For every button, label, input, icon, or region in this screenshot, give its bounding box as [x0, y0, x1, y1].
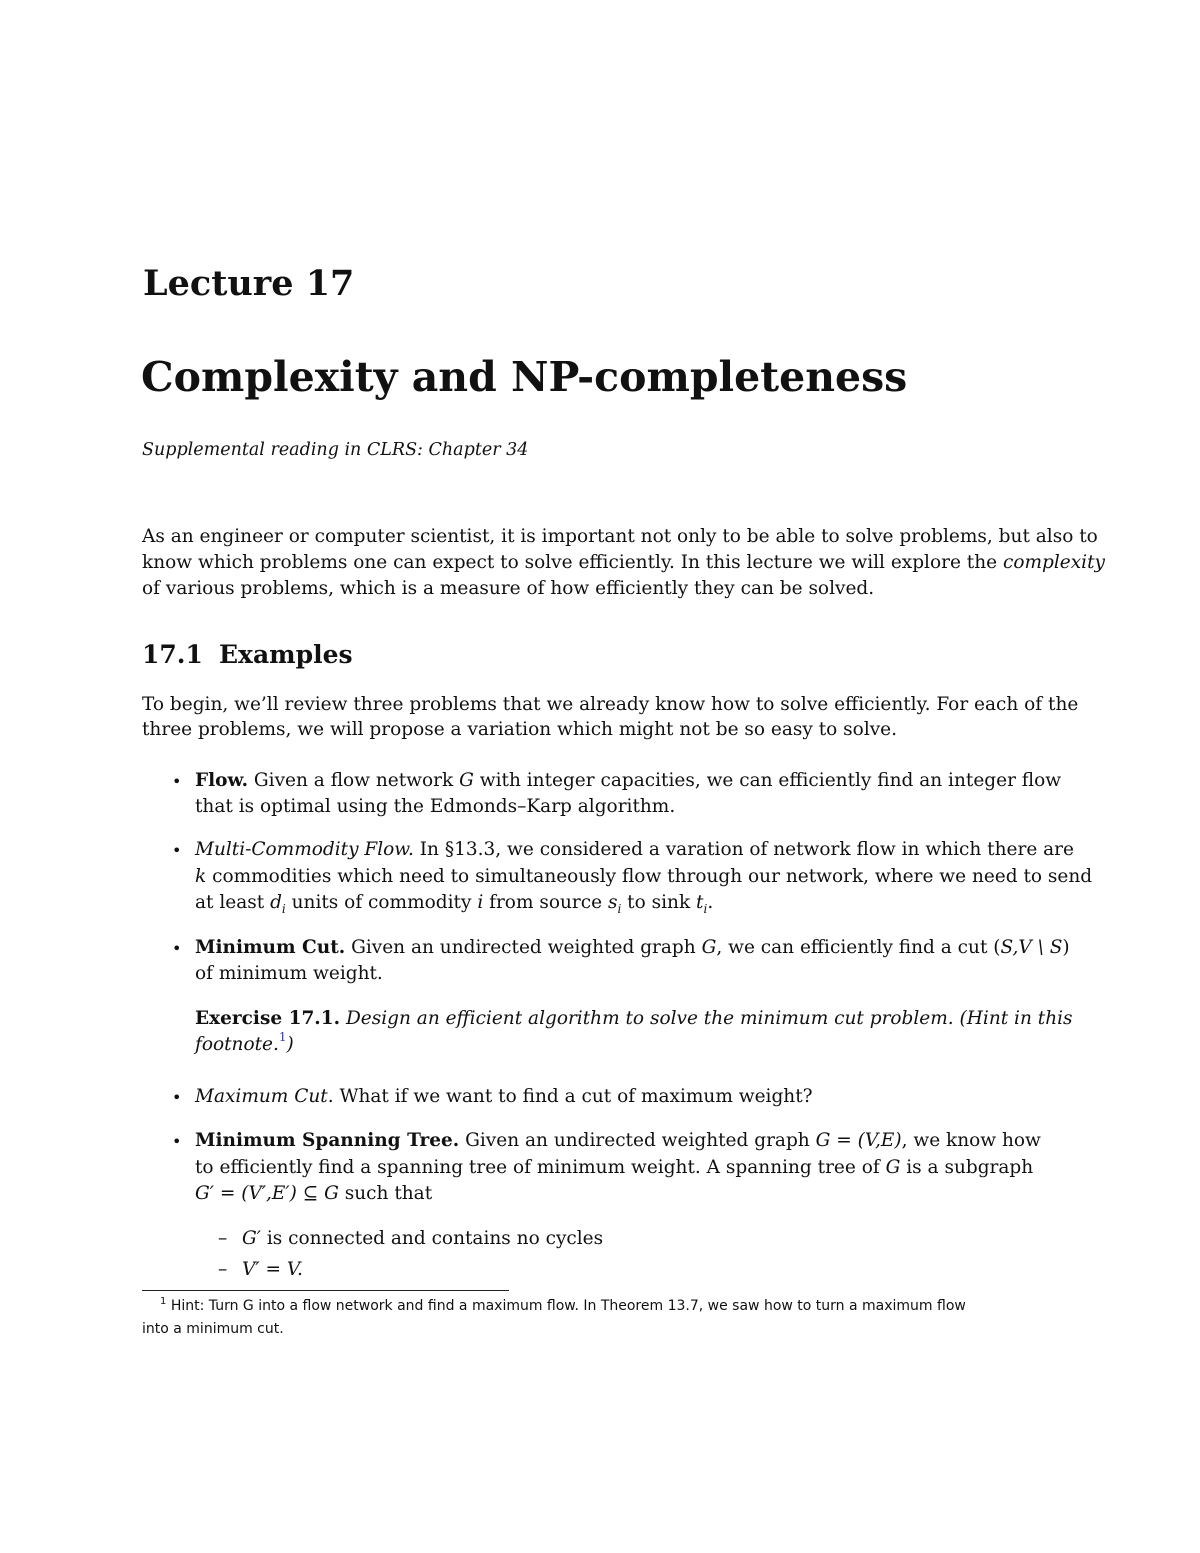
footnote-link[interactable]: 1 [278, 1030, 287, 1044]
section-heading [142, 642, 353, 667]
item-flow-line-2: that is optimal using the Edmonds–Karp algorithm. [195, 796, 676, 817]
footnote-rule [142, 1290, 509, 1291]
footnote-mark: 1 [160, 1296, 167, 1307]
item-mst-line-2: to efficiently find a spanning tree of minimum weight. A spanning tree of G is a subgraph [195, 1157, 1034, 1178]
bullet-icon: • [172, 1088, 182, 1107]
dash-icon: – [218, 1259, 228, 1280]
item-mincut-term: Minimum Cut. [195, 937, 346, 958]
lecture-title: Complexity and NP-completeness [141, 353, 908, 401]
para-line-2: three problems, we will propose a variation which might not be so easy to solve. [142, 719, 898, 740]
item-mincut-line-1: Minimum Cut. Given an undirected weighted graph G, we can efficiently find a cut (S,V \ S) [195, 937, 1070, 958]
intro-line-3: of various problems, which is a measure of how efficiently they can be solved. [142, 578, 875, 599]
item-mincut-line-2: of minimum weight. [195, 963, 383, 984]
footnote-line-2: into a minimum cut. [142, 1321, 284, 1337]
bullet-icon: • [172, 1132, 182, 1151]
supplemental-reading: Supplemental reading in CLRS: Chapter 34 [142, 440, 529, 460]
item-mst-term: Minimum Spanning Tree. [195, 1130, 460, 1151]
item-mcf-line-2: k commodities which need to simultaneously flow through our network, where we need to send [195, 866, 1093, 887]
bullet-icon: • [172, 772, 182, 791]
intro-line-2: know which problems one can expect to solve efficiently. In this lecture we will explore the complexity [142, 552, 1105, 573]
exercise-line-1: Exercise 17.1. Design an efficient algorithm to solve the minimum cut problem. (Hint in this [195, 1008, 1073, 1029]
section-number: 17.1 [142, 640, 203, 669]
item-mst-line-1: Minimum Spanning Tree. Given an undirected weighted graph G = (V,E), we know how [195, 1130, 1041, 1151]
emphasis-complexity: complexity [1002, 552, 1105, 573]
intro-line-1: As an engineer or computer scientist, it is important not only to be able to solve problems, but also to [142, 526, 1098, 547]
para-line-1: To begin, we’ll review three problems that we already know how to solve efficiently. For each of the [142, 694, 1079, 715]
item-mst-line-3: G′ = (V′,E′) ⊆ G such that [195, 1183, 433, 1204]
subitem-connected: G′ is connected and contains no cycles [242, 1228, 604, 1249]
item-maxcut-line-1: Maximum Cut. What if we want to find a cut of maximum weight? [195, 1086, 813, 1107]
dash-icon: – [218, 1228, 228, 1249]
item-maxcut-term: Maximum Cut. [195, 1086, 334, 1107]
item-mcf-line-1: Multi-Commodity Flow. In §13.3, we considered a varation of network flow in which there are [195, 839, 1074, 860]
subitem-vertices: V′ = V. [242, 1259, 303, 1280]
bullet-icon: • [172, 841, 182, 860]
exercise-line-2: footnote.$^1$) [195, 1030, 294, 1055]
item-flow-line-1: Flow. Given a flow network G with integer capacities, we can efficiently find an integer flow [195, 770, 1062, 791]
footnote-line-1: $^1$ Hint: Turn G into a flow network and find a maximum flow. In Theorem 13.7, we saw how to turn a maximum flow [160, 1296, 966, 1314]
section-title: Examples [219, 640, 353, 669]
exercise-label: Exercise 17.1. [195, 1008, 341, 1029]
item-mcf-line-3: at least $d_i$ units of commodity i from source $s_i$ to sink $t_i$. [195, 892, 714, 916]
bullet-icon: • [172, 939, 182, 958]
lecture-number: Lecture 17 [143, 263, 355, 304]
item-mcf-term: Multi-Commodity Flow. [195, 839, 414, 860]
item-flow-term: Flow. [195, 770, 249, 791]
